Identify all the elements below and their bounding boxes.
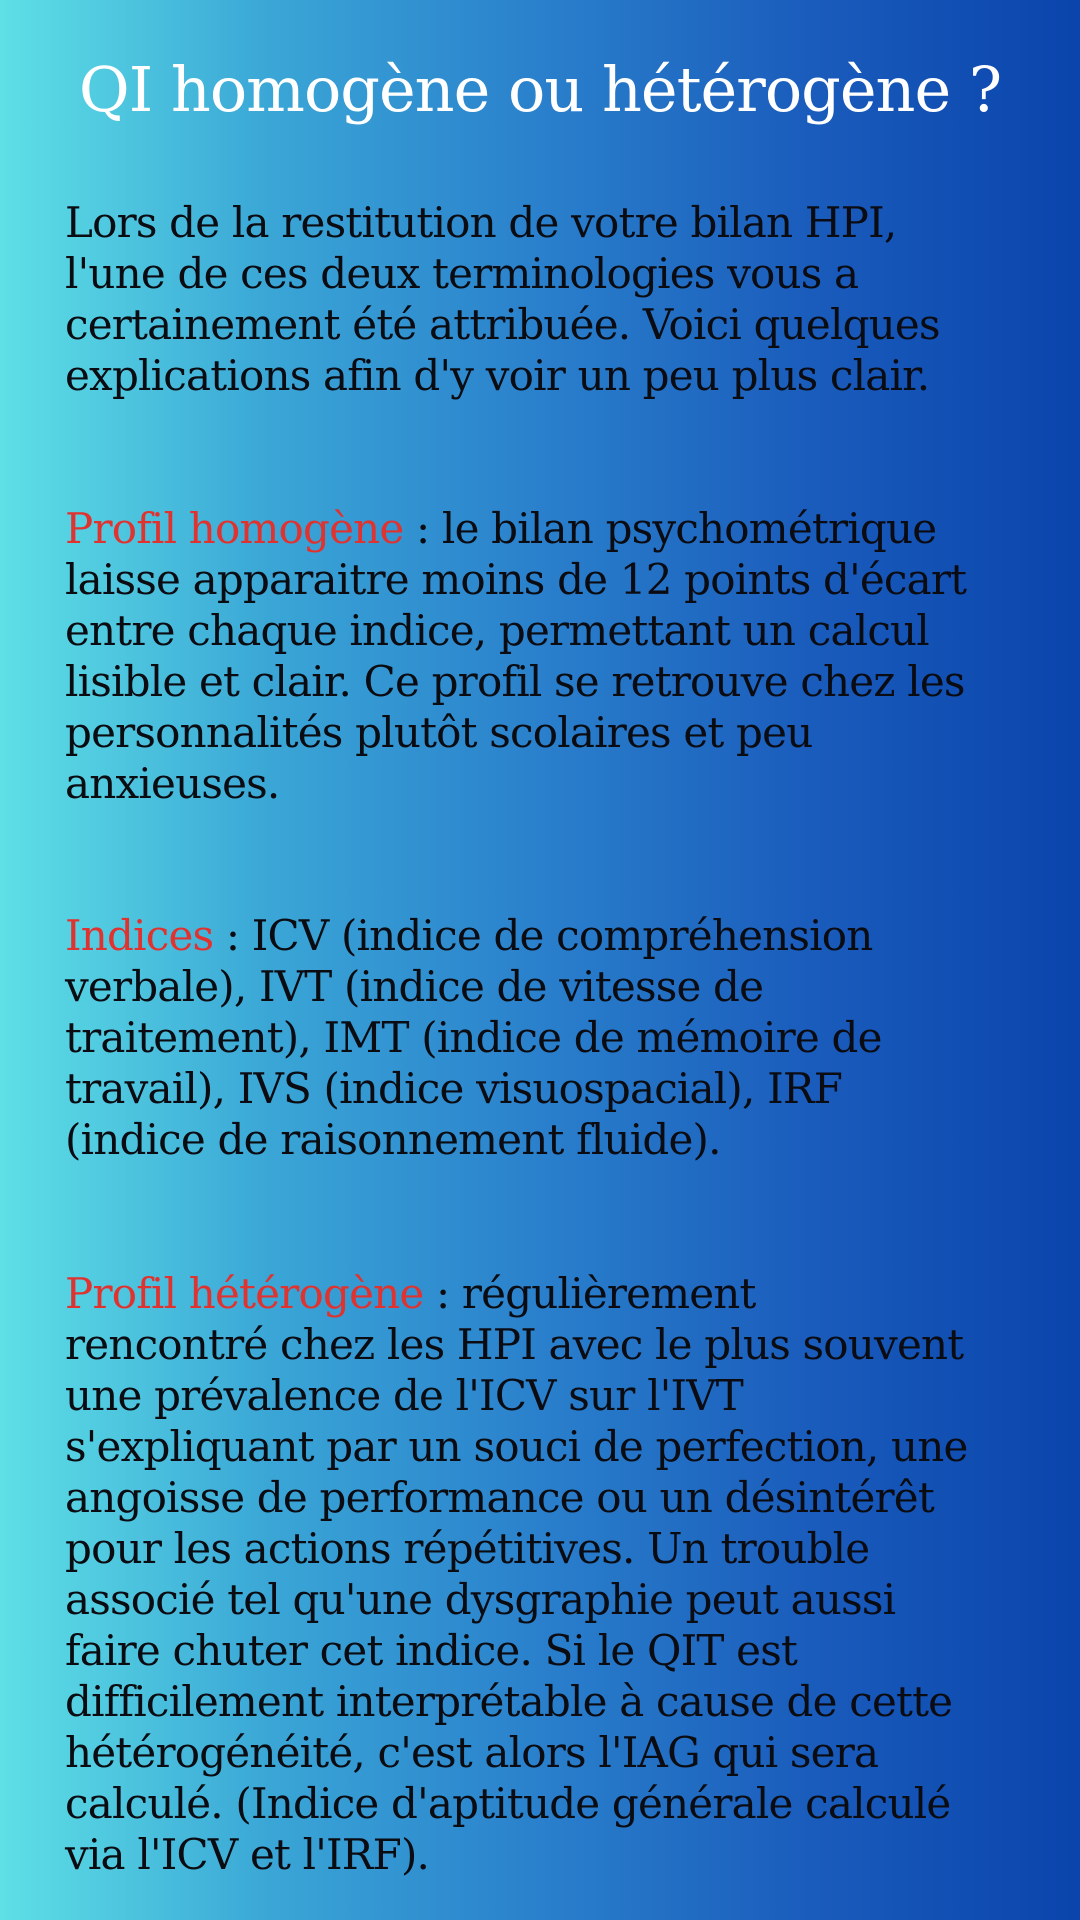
- indices-label: Indices: [65, 911, 214, 960]
- paragraph-line: s'expliquant par un souci de perfection, une: [65, 1422, 968, 1471]
- indices-paragraph: [65, 910, 1015, 1165]
- paragraph-line: (indice de raisonnement fluide).: [65, 1115, 721, 1164]
- paragraph-line: laisse apparaitre moins de 12 points d'écart: [65, 555, 967, 604]
- paragraph-line: verbale), IVT (indice de vitesse de: [65, 962, 764, 1011]
- heterogeneous-profile-paragraph: [65, 1268, 1015, 1880]
- intro-line: certainement été attribuée. Voici quelques: [65, 300, 940, 349]
- intro-line: l'une de ces deux terminologies vous a: [65, 249, 859, 298]
- paragraph-first-line: [65, 503, 1015, 554]
- paragraph-line: anxieuses.: [65, 759, 280, 808]
- paragraph-line: via l'ICV et l'IRF).: [65, 1830, 430, 1879]
- heterogeneous-profile-label: Profil hétérogène: [65, 1269, 424, 1318]
- paragraph-line: associé tel qu'une dysgraphie peut aussi: [65, 1575, 896, 1624]
- paragraph-first-line: [65, 910, 1015, 961]
- paragraph-line: difficilement interprétable à cause de cette: [65, 1677, 953, 1726]
- paragraph-text: : ICV (indice de compréhension: [213, 911, 873, 960]
- paragraph-line: hétérogénéité, c'est alors l'IAG qui sera: [65, 1728, 879, 1777]
- paragraph-text: : régulièrement: [423, 1269, 756, 1318]
- homogeneous-profile-paragraph: [65, 503, 1015, 809]
- paragraph-line: entre chaque indice, permettant un calcul: [65, 606, 929, 655]
- page-title: QI homogène ou hétérogène ?: [78, 53, 1002, 126]
- paragraph-text: : le bilan psychométrique: [403, 504, 937, 553]
- intro-paragraph: [65, 197, 1015, 401]
- paragraph-line: une prévalence de l'ICV sur l'IVT: [65, 1371, 743, 1420]
- paragraph-line: faire chuter cet indice. Si le QIT est: [65, 1626, 798, 1675]
- intro-line: Lors de la restitution de votre bilan HPI,: [65, 198, 897, 247]
- intro-line: explications afin d'y voir un peu plus clair.: [65, 351, 930, 400]
- paragraph-line: personnalités plutôt scolaires et peu: [65, 708, 813, 757]
- paragraph-line: lisible et clair. Ce profil se retrouve chez les: [65, 657, 965, 706]
- paragraph-line: angoisse de performance ou un désintérêt: [65, 1473, 934, 1522]
- paragraph-line: traitement), IMT (indice de mémoire de: [65, 1013, 882, 1062]
- homogeneous-profile-label: Profil homogène: [65, 504, 404, 553]
- paragraph-line: pour les actions répétitives. Un trouble: [65, 1524, 870, 1573]
- paragraph-line: rencontré chez les HPI avec le plus souvent: [65, 1320, 964, 1369]
- paragraph-line: calculé. (Indice d'aptitude générale calculé: [65, 1779, 951, 1828]
- paragraph-line: travail), IVS (indice visuospacial), IRF: [65, 1064, 843, 1113]
- paragraph-first-line: [65, 1268, 1015, 1319]
